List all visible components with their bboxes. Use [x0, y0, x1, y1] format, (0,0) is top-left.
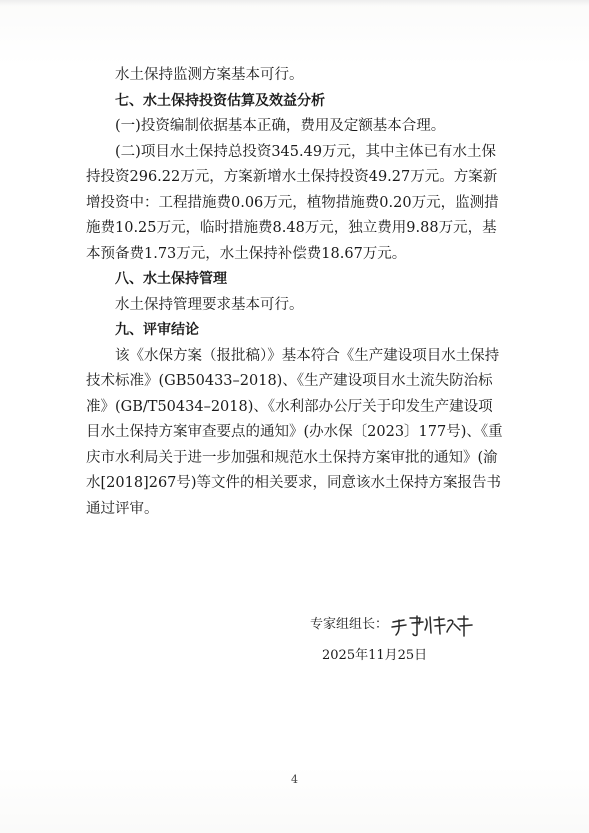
heading-section-9: 九、评审结论	[115, 322, 199, 338]
page-number: 4	[291, 773, 298, 786]
document-date: 2025年11月25日	[322, 648, 428, 663]
paragraph-7-2: (二)项目水土保持总投资345.49万元，其中主体已有水土保持投资296.22万元，方案新增水土保持投资49.27万元。方案新增投资中：工程措施费0.06万元，植物措施费0.20万元，监测措施费10.25万元，临时措施费8.48万元，独立费用9.88万元，基本预备费1.73万元，水土保持补偿费18.67万元。	[86, 143, 499, 262]
paragraph-monitoring: 水土保持监测方案基本可行。	[115, 67, 304, 83]
heading-section-7: 七、水土保持投资估算及效益分析	[115, 92, 325, 109]
scan-edge-shadow	[0, 0, 589, 6]
paragraph-9-conclusion: 该《水保方案（报批稿）》基本符合《生产建设项目水土保持技术标准》(GB50433–2018)、《生产建设项目水土流失防治标准》(GB/T50434–2018)、《水利部办公厅关于印发生产建设项目水土保持方案审查要点的通知》(办水保〔2023〕177号)、《重庆市水利局关于进一步加强和规范水土保持方案审批的通知》(渝水[2018]267号)等文件的相关要求，同意该水土保持方案报告书通过评审。	[86, 347, 503, 517]
paragraph-8: 水土保持管理要求基本可行。	[115, 296, 304, 313]
document-body	[86, 63, 504, 522]
signature-block	[310, 612, 530, 638]
heading-section-8: 八、水土保持管理	[115, 271, 227, 287]
signature-label: 专家组组长：	[310, 617, 389, 632]
paragraph-7-1: (一)投资编制依据基本正确，费用及定额基本合理。	[115, 118, 446, 134]
handwritten-signature	[390, 612, 476, 638]
